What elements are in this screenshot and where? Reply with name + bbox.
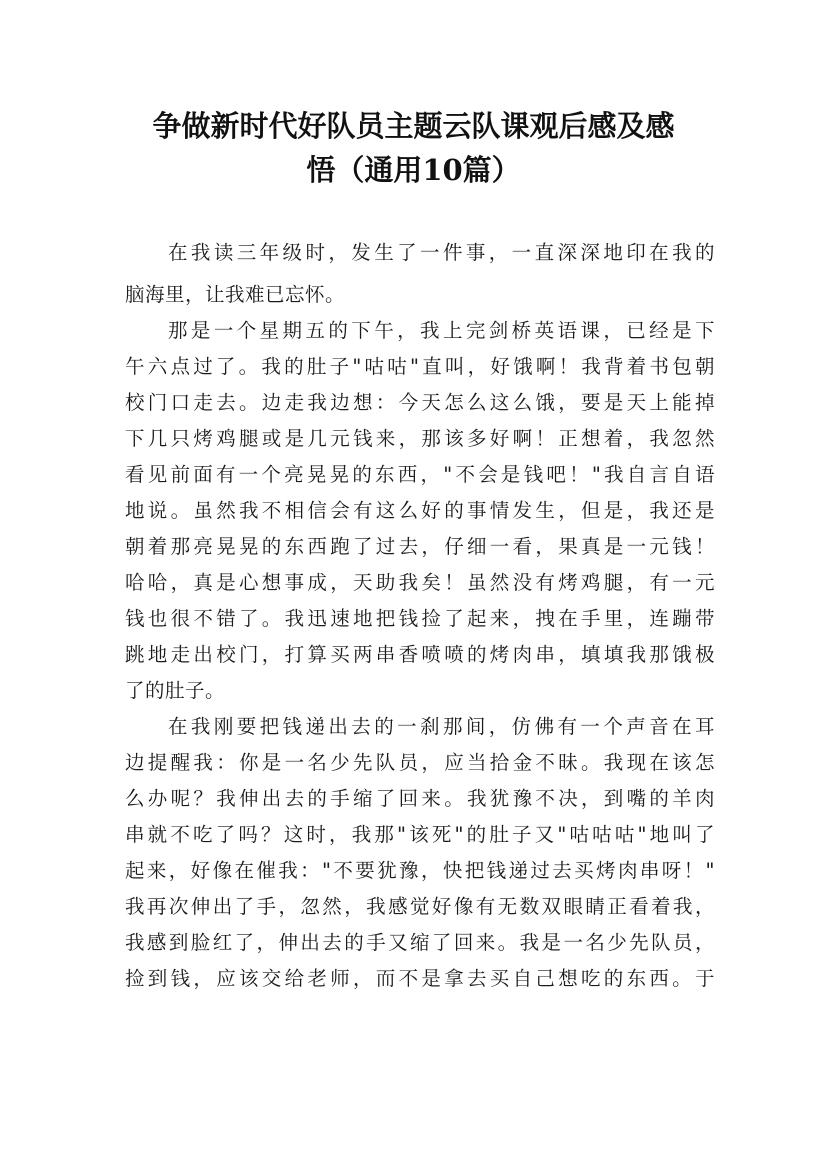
paragraph-line: 朝着那亮晃晃的东西跑了过去，仔细一看，果真是一元钱！: [125, 535, 715, 558]
paragraph-line: 起来，好像在催我："不要犹豫，快把钱递过去买烤肉串呀！": [125, 859, 715, 882]
paragraph-line: 午六点过了。我的肚子"咕咕"直叫，好饿啊！我背着书包朝: [125, 355, 715, 378]
paragraph-line: 了的肚子。: [125, 679, 226, 702]
paragraph-line: 我感到脸红了，伸出去的手又缩了回来。我是一名少先队员，: [125, 931, 715, 954]
paragraph-line: 校门口走去。边走我边想：今天怎么这么饿，要是天上能掉: [125, 391, 715, 414]
paragraph-line: 在我刚要把钱递出去的一刹那间，仿佛有一个声音在耳: [168, 715, 715, 738]
paragraph-line: 钱也很不错了。我迅速地把钱捡了起来，拽在手里，连蹦带: [125, 607, 715, 630]
paragraph-line: 串就不吃了吗？这时，我那"该死"的肚子又"咕咕咕"地叫了: [125, 823, 715, 846]
paragraph-line: 在我读三年级时，发生了一件事，一直深深地印在我的: [168, 241, 715, 264]
paragraph-line: 我再次伸出了手，忽然，我感觉好像有无数双眼睛正看着我，: [125, 895, 715, 918]
paragraph-line: 跳地走出校门，打算买两串香喷喷的烤肉串，填填我那饿极: [125, 643, 715, 666]
document-title-line-1: 争做新时代好队员主题云队课观后感及感: [152, 109, 675, 143]
paragraph-line: 么办呢？我伸出去的手缩了回来。我犹豫不决，到嘴的羊肉: [125, 787, 715, 810]
paragraph-line: 哈哈，真是心想事成，天助我矣！虽然没有烤鸡腿，有一元: [125, 571, 715, 594]
paragraph-line: 地说。虽然我不相信会有这么好的事情发生，但是，我还是: [125, 499, 715, 522]
paragraph-line: 捡到钱，应该交给老师，而不是拿去买自己想吃的东西。于: [125, 967, 715, 990]
paragraph-line: 边提醒我：你是一名少先队员，应当拾金不昧。我现在该怎: [125, 751, 715, 774]
paragraph-line: 下几只烤鸡腿或是几元钱来，那该多好啊！正想着，我忽然: [125, 427, 715, 450]
paragraph-line: 那是一个星期五的下午，我上完剑桥英语课，已经是下: [168, 319, 715, 342]
document-title-line-2: 悟（通用10篇）: [306, 153, 521, 187]
paragraph-line: 看见前面有一个亮晃晃的东西，"不会是钱吧！"我自言自语: [125, 463, 715, 486]
paragraph-line: 脑海里，让我难已忘怀。: [125, 283, 346, 306]
